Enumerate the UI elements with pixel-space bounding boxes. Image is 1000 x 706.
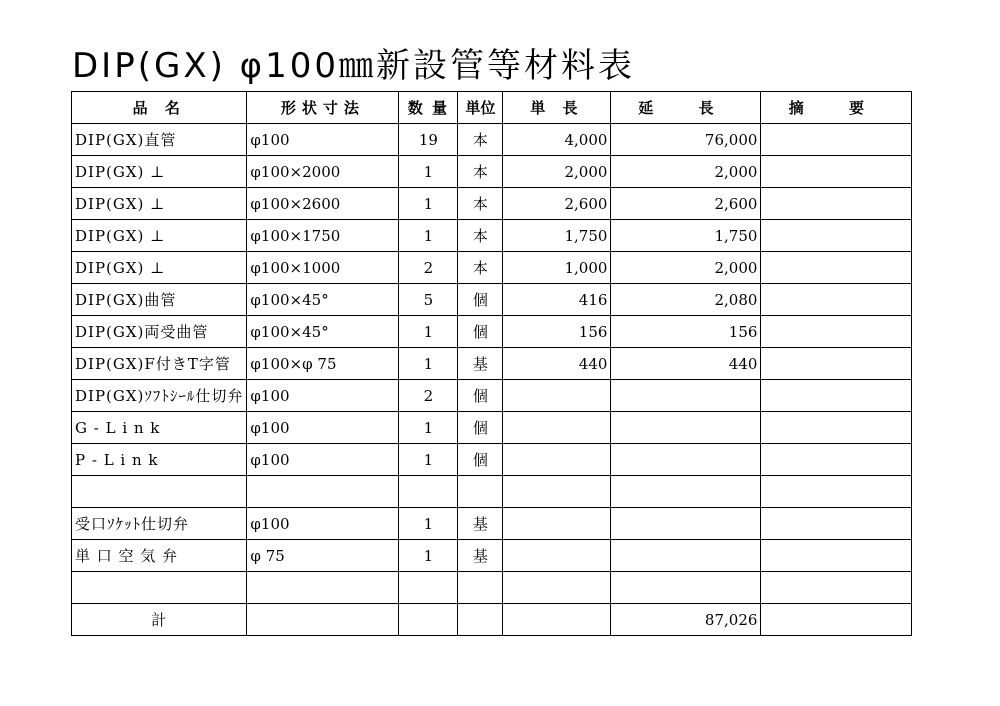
item-remarks — [761, 508, 912, 540]
item-name: G - L i n k — [72, 412, 247, 444]
item-name: DIP(GX)直管 — [72, 124, 247, 156]
item-qty: 1 — [399, 316, 458, 348]
table-body — [72, 124, 912, 604]
item-unit: 基 — [458, 508, 503, 540]
item-name: DIP(GX) ⊥ — [72, 188, 247, 220]
item-total-length — [611, 444, 761, 476]
header-unit: 単位 — [458, 92, 503, 124]
item-name: DIP(GX) ⊥ — [72, 252, 247, 284]
item-unit: 本 — [458, 188, 503, 220]
item-unit-length: 1,000 — [503, 252, 611, 284]
materials-table — [71, 91, 912, 636]
item-total-length: 2,000 — [611, 252, 761, 284]
item-unit-length — [503, 476, 611, 508]
item-remarks — [761, 444, 912, 476]
table-row — [72, 348, 912, 380]
item-name — [72, 476, 247, 508]
item-spec: φ100 — [247, 380, 399, 412]
item-total-length: 2,600 — [611, 188, 761, 220]
item-total-length — [611, 380, 761, 412]
header-qty: 数 量 — [399, 92, 458, 124]
item-qty: 1 — [399, 188, 458, 220]
item-remarks — [761, 188, 912, 220]
item-remarks — [761, 412, 912, 444]
table-row — [72, 316, 912, 348]
item-spec: φ100 — [247, 412, 399, 444]
item-unit-length — [503, 380, 611, 412]
table-row — [72, 252, 912, 284]
item-unit: 個 — [458, 444, 503, 476]
item-qty: 1 — [399, 412, 458, 444]
item-unit-length: 440 — [503, 348, 611, 380]
item-remarks — [761, 540, 912, 572]
item-unit-length: 416 — [503, 284, 611, 316]
item-unit-length — [503, 540, 611, 572]
item-unit-length — [503, 572, 611, 604]
item-total-length: 76,000 — [611, 124, 761, 156]
item-name: DIP(GX) ⊥ — [72, 156, 247, 188]
item-spec: φ100×2600 — [247, 188, 399, 220]
item-total-length: 440 — [611, 348, 761, 380]
item-qty: 1 — [399, 444, 458, 476]
item-spec: φ100 — [247, 444, 399, 476]
item-unit-length: 4,000 — [503, 124, 611, 156]
table-row — [72, 284, 912, 316]
item-qty: 2 — [399, 380, 458, 412]
item-qty: 1 — [399, 156, 458, 188]
header-total-length: 延 長 — [611, 92, 761, 124]
total-unit-cell — [458, 604, 503, 636]
item-remarks — [761, 348, 912, 380]
table-row — [72, 508, 912, 540]
item-remarks — [761, 380, 912, 412]
item-qty: 1 — [399, 540, 458, 572]
item-qty — [399, 572, 458, 604]
item-total-length: 156 — [611, 316, 761, 348]
item-spec: φ100×2000 — [247, 156, 399, 188]
item-spec: φ 75 — [247, 540, 399, 572]
total-label: 計 — [72, 604, 247, 636]
item-remarks — [761, 572, 912, 604]
total-row — [72, 604, 912, 636]
item-name: DIP(GX) ⊥ — [72, 220, 247, 252]
item-spec: φ100×1750 — [247, 220, 399, 252]
page-title: DIP(GX) φ100㎜新設管等材料表 — [72, 46, 636, 86]
table-row — [72, 156, 912, 188]
item-unit: 個 — [458, 412, 503, 444]
item-remarks — [761, 316, 912, 348]
total-length-value: 87,026 — [611, 604, 761, 636]
item-name: DIP(GX)ｿﾌﾄｼｰﾙ仕切弁 — [72, 380, 247, 412]
item-name: DIP(GX)曲管 — [72, 284, 247, 316]
item-unit — [458, 572, 503, 604]
item-total-length — [611, 540, 761, 572]
total-spec-cell — [247, 604, 399, 636]
total-qty-cell — [399, 604, 458, 636]
table-row — [72, 188, 912, 220]
header-name: 品 名 — [72, 92, 247, 124]
item-unit: 本 — [458, 124, 503, 156]
item-unit: 個 — [458, 380, 503, 412]
total-unit-length-cell — [503, 604, 611, 636]
item-name — [72, 572, 247, 604]
item-unit: 基 — [458, 348, 503, 380]
item-spec: φ100×45° — [247, 316, 399, 348]
item-unit-length — [503, 412, 611, 444]
table-row — [72, 220, 912, 252]
item-remarks — [761, 252, 912, 284]
item-spec: φ100×45° — [247, 284, 399, 316]
item-spec — [247, 572, 399, 604]
item-name: 単 口 空 気 弁 — [72, 540, 247, 572]
item-name: P - L i n k — [72, 444, 247, 476]
item-qty: 1 — [399, 220, 458, 252]
item-name: DIP(GX)両受曲管 — [72, 316, 247, 348]
item-name: 受口ｿｹｯﾄ仕切弁 — [72, 508, 247, 540]
item-spec: φ100 — [247, 124, 399, 156]
item-total-length: 1,750 — [611, 220, 761, 252]
item-qty: 19 — [399, 124, 458, 156]
item-remarks — [761, 476, 912, 508]
item-total-length: 2,080 — [611, 284, 761, 316]
item-unit-length — [503, 444, 611, 476]
item-unit-length: 2,600 — [503, 188, 611, 220]
table-row — [72, 380, 912, 412]
item-unit: 本 — [458, 156, 503, 188]
item-unit: 個 — [458, 284, 503, 316]
item-remarks — [761, 220, 912, 252]
table-row — [72, 444, 912, 476]
table-row — [72, 412, 912, 444]
item-unit: 本 — [458, 252, 503, 284]
item-unit-length — [503, 508, 611, 540]
item-spec — [247, 476, 399, 508]
item-spec: φ100 — [247, 508, 399, 540]
item-unit-length: 156 — [503, 316, 611, 348]
header-unit-length: 単 長 — [503, 92, 611, 124]
item-unit: 基 — [458, 540, 503, 572]
table-header-row — [72, 92, 912, 124]
table-row — [72, 540, 912, 572]
item-qty: 5 — [399, 284, 458, 316]
item-total-length — [611, 508, 761, 540]
item-unit — [458, 476, 503, 508]
item-qty — [399, 476, 458, 508]
item-total-length — [611, 476, 761, 508]
header-remarks: 摘 要 — [761, 92, 912, 124]
item-unit-length: 1,750 — [503, 220, 611, 252]
item-remarks — [761, 156, 912, 188]
item-total-length — [611, 572, 761, 604]
item-total-length — [611, 412, 761, 444]
item-qty: 1 — [399, 348, 458, 380]
item-remarks — [761, 124, 912, 156]
table-row — [72, 476, 912, 508]
item-name: DIP(GX)F付きT字管 — [72, 348, 247, 380]
total-remarks-cell — [761, 604, 912, 636]
item-unit-length: 2,000 — [503, 156, 611, 188]
header-spec: 形状寸法 — [247, 92, 399, 124]
item-unit: 本 — [458, 220, 503, 252]
item-unit: 個 — [458, 316, 503, 348]
item-total-length: 2,000 — [611, 156, 761, 188]
table-row — [72, 124, 912, 156]
item-spec: φ100×1000 — [247, 252, 399, 284]
item-qty: 2 — [399, 252, 458, 284]
item-spec: φ100×φ 75 — [247, 348, 399, 380]
item-qty: 1 — [399, 508, 458, 540]
table-row — [72, 572, 912, 604]
item-remarks — [761, 284, 912, 316]
